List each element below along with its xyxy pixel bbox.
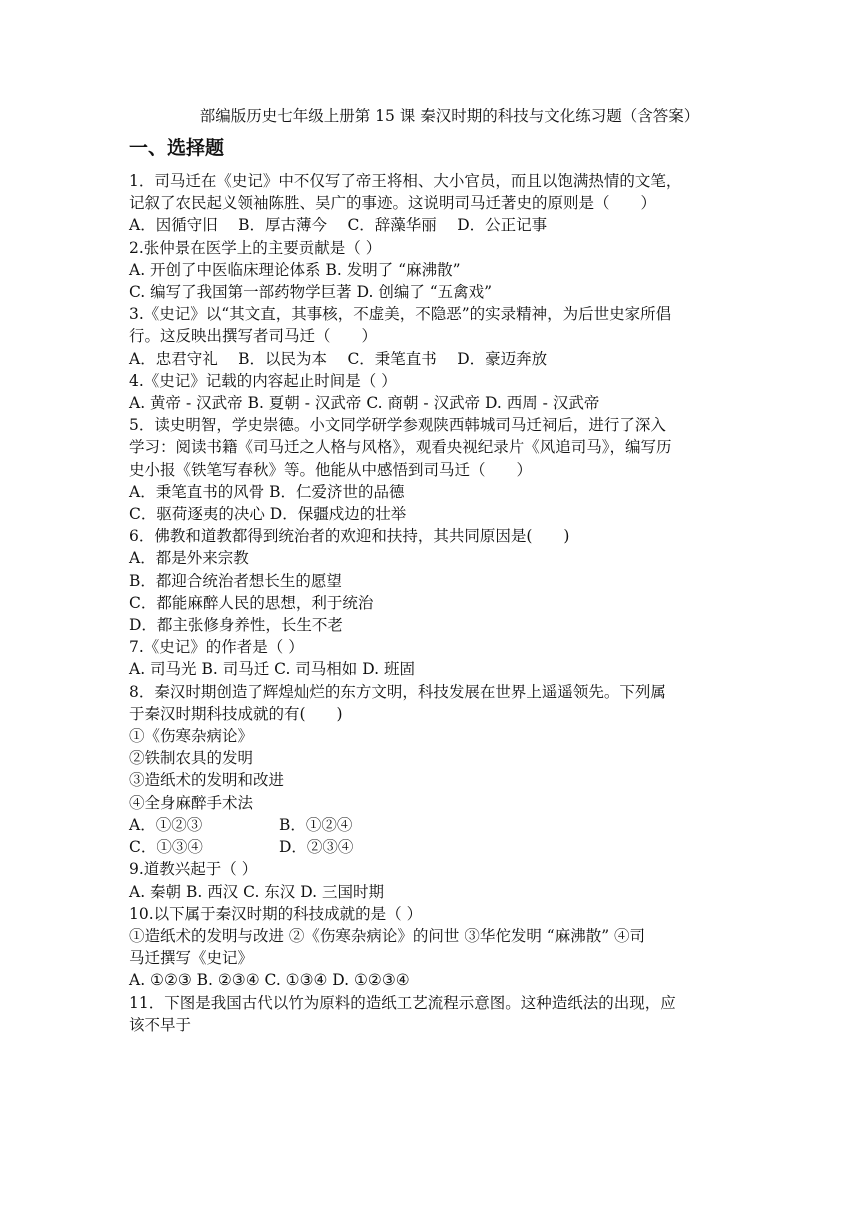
text-line: 2.张仲景在医学上的主要贡献是（ ） xyxy=(129,238,382,257)
text-line: A．因循守旧 B．厚古薄今 C．辞藻华丽 D．公正记事 xyxy=(129,216,548,235)
text-line: A．忠君守礼 B．以民为本 C．秉笔直书 D．豪迈奔放 xyxy=(129,349,548,368)
text-line: ③造纸术的发明和改进 xyxy=(129,771,285,790)
text-line: ②铁制农具的发明 xyxy=(129,749,254,768)
text-line: 6．佛教和道教都得到统治者的欢迎和扶持，其共同原因是( ) xyxy=(129,527,570,546)
text-line: A. 秦朝 B. 西汉 C. 东汉 D. 三国时期 xyxy=(129,882,384,901)
text-line: 8．秦汉时期创造了辉煌灿烂的东方文明，科技发展在世界上遥遥领先。下列属 xyxy=(129,682,666,701)
text-line: 11．下图是我国古代以竹为原料的造纸工艺流程示意图。这种造纸法的出现，应 xyxy=(129,993,676,1012)
section-heading: 一、选择题 xyxy=(129,137,225,159)
text-line: C．都能麻醉人民的思想，利于统治 xyxy=(129,593,374,612)
answer-option: C．①③④ xyxy=(129,838,203,857)
text-line: A．都是外来宗教 xyxy=(129,549,249,568)
text-line: 7.《史记》的作者是（ ） xyxy=(129,638,304,657)
text-line: B．都迎合统治者想长生的愿望 xyxy=(129,571,342,590)
text-line: 记叙了农民起义领袖陈胜、吴广的事迹。这说明司马迁著史的原则是（ ） xyxy=(129,194,657,213)
text-line: C．驱荷逐夷的决心 D．保疆戍边的壮举 xyxy=(129,505,407,524)
text-line: A. 黄帝 - 汉武帝 B. 夏朝 - 汉武帝 C. 商朝 - 汉武帝 D. 西周 - 汉武帝 xyxy=(129,394,600,413)
text-line: A. ①②③ B. ②③④ C. ①③④ D. ①②③④ xyxy=(129,971,410,990)
text-line: 史小报《铁笔写春秋》等。他能从中感悟到司马迁（ ） xyxy=(129,460,533,479)
text-line: 9.道教兴起于（ ） xyxy=(129,860,258,879)
text-line: D．都主张修身养性，长生不老 xyxy=(129,616,343,635)
text-line: ①《伤寒杂病论》 xyxy=(129,727,254,746)
text-line: 该不早于 xyxy=(129,1015,192,1034)
answer-option: A．①②③ xyxy=(129,815,203,834)
document-title: 部编版历史七年级上册第 15 课 秦汉时期的科技与文化练习题（含答案） xyxy=(199,107,700,125)
text-line: A．秉笔直书的风骨 B．仁爱济世的品德 xyxy=(129,482,405,501)
text-line: 3.《史记》以“其文直，其事核，不虚美，不隐恶”的实录精神，为后世史家所倡 xyxy=(129,305,672,324)
text-line: 行。这反映出撰写者司马迁（ ） xyxy=(129,327,378,346)
answer-option: B．①②④ xyxy=(279,815,353,834)
text-line: A. 开创了中医临床理论体系 B. 发明了 “麻沸散” xyxy=(129,260,461,279)
q8-options xyxy=(129,814,740,858)
text-line: 5．读史明智，学史崇德。小文同学研学参观陕西韩城司马迁祠后，进行了深入 xyxy=(129,416,666,435)
text-line: 4.《史记》记载的内容起止时间是（ ） xyxy=(129,371,397,390)
text-line: 于秦汉时期科技成就的有( ) xyxy=(129,704,343,723)
option-row xyxy=(129,836,740,858)
text-line: 学习：阅读书籍《司马迁之人格与风格》，观看央视纪录片《风追司马》，编写历 xyxy=(129,438,672,457)
text-line: ①造纸术的发明与改进 ②《伤寒杂病论》的问世 ③华佗发明 “麻沸散” ④司 xyxy=(129,926,646,945)
text-line: A. 司马光 B. 司马迁 C. 司马相如 D. 班固 xyxy=(129,660,415,679)
text-line: 10.以下属于秦汉时期的科技成就的是（ ） xyxy=(129,904,423,923)
text-line: 马迁撰写《史记》 xyxy=(129,949,254,968)
question-list xyxy=(129,170,740,814)
option-row xyxy=(129,814,740,836)
text-line: 1．司马迁在《史记》中不仅写了帝王将相、大小官员，而且以饱满热情的文笔， xyxy=(129,172,682,190)
text-line: ④全身麻醉手术法 xyxy=(129,793,254,812)
question-list-continued xyxy=(129,858,740,1036)
text-line: C. 编写了我国第一部药物学巨著 D. 创编了 “五禽戏” xyxy=(129,283,493,302)
answer-option: D．②③④ xyxy=(279,838,354,857)
